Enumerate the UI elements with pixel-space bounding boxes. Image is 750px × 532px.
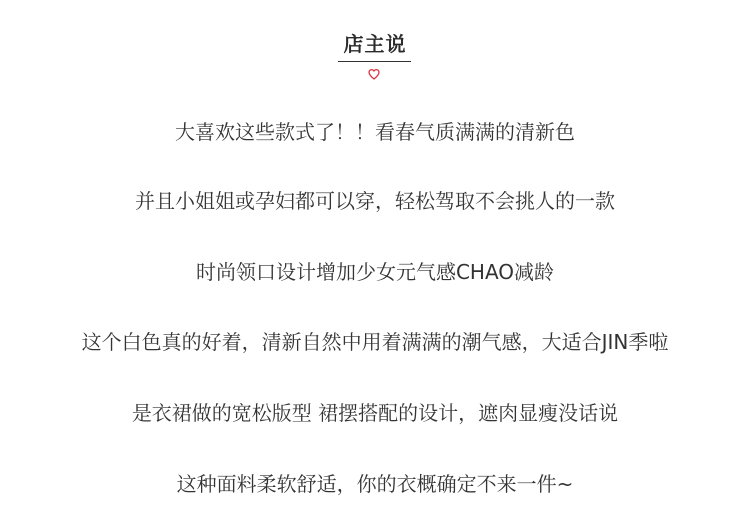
description-line: 时尚领口设计增加少女元气感CHAO减龄 bbox=[195, 260, 555, 284]
page-title: 店主说 bbox=[343, 32, 407, 56]
description-line: 并且小姐姐或孕妇都可以穿，轻松驾取不会挑人的一款 bbox=[135, 189, 615, 213]
description-line: 大喜欢这些款式了！！看春气质满满的清新色 bbox=[175, 120, 575, 144]
description-line: 这个白色真的好着，清新自然中用着满满的潮气感，大适合JIN季啦 bbox=[81, 330, 669, 354]
description-line: 这种面料柔软舒适，你的衣概确定不来一件~ bbox=[176, 472, 574, 496]
description-line: 是衣裙做的宽松版型 裙摆搭配的设计，遮肉显瘦没话说 bbox=[131, 401, 619, 425]
